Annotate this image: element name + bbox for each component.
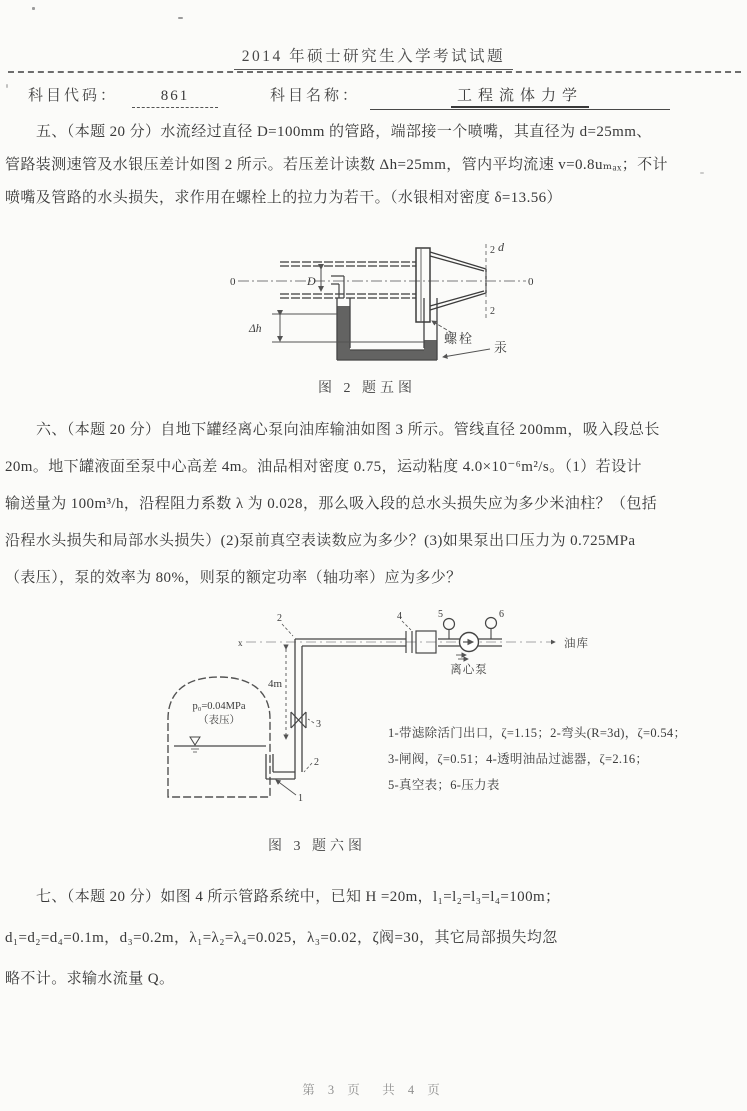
mercury-leader-line: [443, 349, 490, 357]
problem7-line2: d₁=d₂=d₄=0.1m，d₃=0.2m，λ₁=λ₂=λ₄=0.025，λ₃=0.02，ζ阀=30，其它局部损失均忽: [5, 930, 558, 946]
problem6-line5: （表压），泵的效率为 80%，则泵的额定功率（轴功率）应为多少？: [5, 570, 462, 586]
legend-line3: 5-真空表；6-压力表: [388, 778, 500, 792]
subject-name-underline: [370, 84, 670, 110]
section-0-left-label: 0: [230, 276, 236, 288]
num2-top-leader: [282, 624, 293, 636]
num3-leader: [308, 719, 314, 723]
underground-tank: [168, 677, 270, 797]
tank-pressure-label: p₀=0.04MPa: [192, 701, 246, 712]
pump-label: 离心泵: [450, 664, 488, 676]
problem5-line3: 喷嘴及管路的水头损失，求作用在螺栓上的拉力为若干。（水银相对密度 δ=13.56）: [5, 190, 562, 206]
vacuum-gauge: [444, 619, 455, 630]
problem7-line3: 略不计。求输水流量 Q。: [5, 971, 175, 987]
figure2-diagram: [228, 240, 538, 378]
problem6-text: [5, 412, 745, 597]
page-title: [0, 44, 747, 70]
figure3-caption: 图 3 题六图: [268, 839, 366, 854]
pressure-gauge: [486, 618, 497, 629]
water-level-symbol: [190, 737, 200, 745]
destination-label: 油库: [564, 638, 589, 650]
num2-bottom-leader: [304, 763, 312, 772]
legend-line2: 3-闸阀，ζ=0.51；4-透明油品过滤器，ζ=2.16；: [388, 752, 649, 766]
subject-row: [28, 84, 737, 110]
subject-code-label: 科目代码：: [28, 88, 119, 104]
num2-top-label: 2: [277, 613, 282, 624]
tank-pressure-note: （表压）: [198, 715, 240, 726]
mercury-label: 汞: [494, 340, 508, 355]
problem6-line4: 沿程水头损失和局部水头损失）(2)泵前真空表读数应为多少？(3)如果泵出口压力为 0.725MPa: [5, 533, 636, 549]
problem7-line1: 七、（本题 20 分）如图 4 所示管路系统中，已知 H =20m，l₁=l₂=l₃=l₄=100m；: [36, 889, 561, 905]
figure2-caption: 图 2 题五图: [318, 381, 416, 396]
section-2-bottom-label: 2: [490, 306, 495, 317]
problem6-line2: 20m。地下罐液面至泵中心高差 4m。油品相对密度 0.75，运动粘度 4.0×10⁻⁶m²/s。（1）若设计: [5, 459, 642, 475]
problem6-line1: 六、（本题 20 分）自地下罐经离心泵向油库输油如图 3 所示。管线直径 200mm，吸入段总长: [36, 422, 660, 438]
gate-valve: [291, 712, 306, 728]
delta-h-label: Δh: [249, 323, 262, 335]
section-x-label: x: [238, 638, 243, 648]
nozzle-d-label: d: [498, 240, 504, 254]
nozzle-flange: [416, 248, 430, 322]
num4-label: 4: [397, 611, 402, 622]
num1-label: 1: [298, 793, 303, 804]
pipe-walls: [280, 262, 416, 298]
section-2-top-label: 2: [490, 245, 495, 256]
section-0-right-label: 0: [528, 276, 534, 288]
num5-label: 5: [438, 609, 443, 620]
height-4m-label: 4m: [268, 678, 283, 690]
subject-name-value: 工程流体力学: [451, 84, 589, 108]
num2-bottom-label: 2: [314, 757, 319, 768]
diameter-D-label: D: [307, 274, 316, 288]
num4-leader: [402, 621, 411, 630]
scan-noise: [178, 17, 183, 19]
scan-noise: [6, 84, 8, 88]
num1-leader: [276, 780, 296, 795]
water-level-hatch: [191, 749, 199, 752]
header-divider: [8, 71, 741, 73]
bolt-leader-line: [432, 321, 452, 333]
subject-name-label: 科目名称：: [270, 88, 361, 104]
bolt-label: 螺栓: [444, 331, 475, 346]
scan-noise: [700, 172, 704, 174]
page-title-text: 2014 年硕士研究生入学考试试题: [234, 44, 513, 70]
scan-noise: [32, 7, 35, 10]
problem6-line3: 输送量为 100m³/h，沿程阻力系数 λ 为 0.028，那么吸入段的总水头损失应为多少米油柱？（包括: [5, 496, 658, 512]
pitot-tube: [331, 276, 344, 298]
num6-label: 6: [499, 609, 504, 620]
problem5-line2: 管路装测速管及水银压差计如图 2 所示。若压差计读数 Δh=25mm，管内平均流速 v=0.8uₘₐₓ；不计: [5, 157, 668, 173]
legend-line1: 1-带滤除活门出口，ζ=1.15；2-弯头(R=3d)，ζ=0.54；: [388, 726, 687, 740]
subject-code-value: 861: [132, 88, 218, 108]
problem5-line1: 五、（本题 20 分）水流经过直径 D=100mm 的管路，端部接一个喷嘴，其直径为 d=25mm、: [36, 124, 652, 140]
page-footer: 第 3 页 共 4 页: [302, 1083, 445, 1097]
problem5-text: [5, 116, 745, 215]
num3-label: 3: [316, 719, 321, 730]
figure3-legend: [388, 720, 738, 798]
mercury-columns: [337, 306, 437, 360]
problem7-text: [5, 877, 745, 1000]
